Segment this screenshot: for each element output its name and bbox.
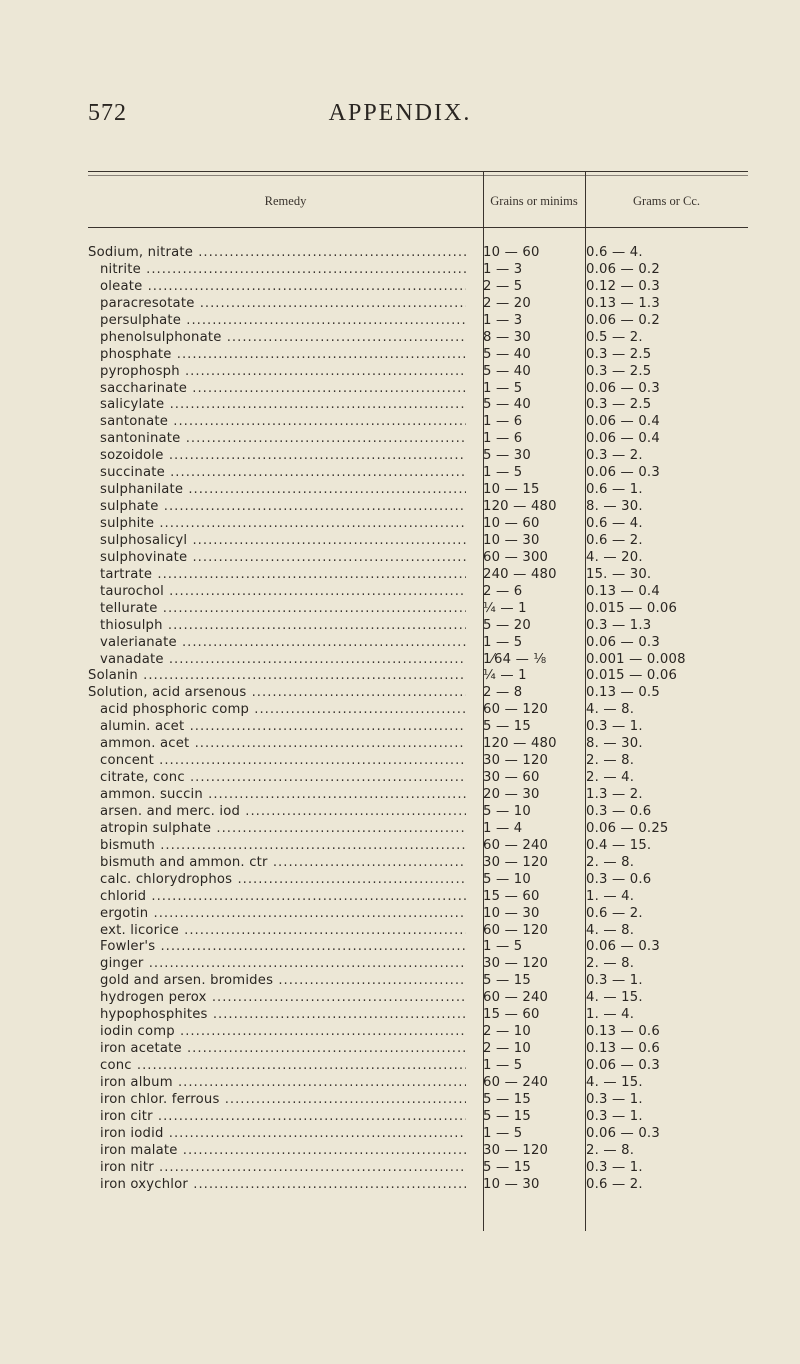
table-row bbox=[88, 618, 748, 635]
table-row bbox=[88, 567, 748, 584]
remedy-name: tartrate ..... bbox=[100, 567, 466, 584]
remedy-name: sulphate ..... bbox=[100, 499, 466, 516]
grains-dose: ¼ — 1 bbox=[483, 668, 527, 684]
table-row bbox=[88, 838, 748, 855]
grains-dose: 1 — 4 bbox=[483, 820, 523, 836]
grams-dose: 0.3 — 1. bbox=[586, 1159, 643, 1175]
remedy-name: pyrophosph ..... bbox=[100, 364, 466, 381]
remedy-name: sulphovinate ..... bbox=[100, 550, 466, 567]
grams-dose: 0.06 — 0.4 bbox=[586, 414, 660, 430]
table-row bbox=[88, 719, 748, 736]
page-number: 572 bbox=[88, 100, 127, 126]
table-row bbox=[88, 685, 748, 702]
table-row bbox=[88, 414, 748, 431]
grams-dose: 2. — 4. bbox=[586, 770, 635, 786]
grains-dose: 5 — 10 bbox=[483, 871, 531, 887]
grains-dose: 1 — 3 bbox=[483, 312, 523, 328]
table-row bbox=[88, 1109, 748, 1126]
table-row bbox=[88, 652, 748, 669]
grams-dose: 0.001 — 0.008 bbox=[586, 651, 686, 667]
remedy-name: nitrite ..... bbox=[100, 262, 466, 279]
grams-dose: 0.3 — 0.6 bbox=[586, 871, 652, 887]
header-bottom-rule bbox=[88, 227, 748, 228]
table-row bbox=[88, 279, 748, 296]
grains-dose: 2 — 10 bbox=[483, 1041, 531, 1057]
remedy-name: calc. chlorydrophos ..... bbox=[100, 872, 466, 889]
remedy-name: bismuth and ammon. ctr ..... bbox=[100, 855, 466, 872]
grains-dose: 5 — 40 bbox=[483, 346, 531, 362]
grains-dose: 2 — 10 bbox=[483, 1024, 531, 1040]
grams-dose: 0.13 — 0.6 bbox=[586, 1041, 660, 1057]
grains-dose: 1 — 5 bbox=[483, 1058, 523, 1073]
grams-dose: 0.3 — 2.5 bbox=[586, 346, 652, 362]
remedy-name: salicylate ..... bbox=[100, 397, 466, 414]
grains-dose: 1 — 3 bbox=[483, 261, 523, 277]
remedy-name: ginger ..... bbox=[100, 956, 466, 973]
grains-dose: 20 — 30 bbox=[483, 787, 540, 802]
remedy-name: sulphanilate ..... bbox=[100, 482, 466, 499]
remedy-name: vanadate ..... bbox=[100, 652, 466, 669]
table-row bbox=[88, 516, 748, 533]
remedy-name: phenolsulphonate ..... bbox=[100, 330, 466, 347]
table-row bbox=[88, 939, 748, 956]
remedy-name: iron nitr ..... bbox=[100, 1160, 466, 1177]
grams-dose: 0.3 — 1. bbox=[586, 1108, 643, 1124]
table-row bbox=[88, 1058, 748, 1075]
remedy-name: chlorid ..... bbox=[100, 889, 466, 906]
grains-dose: 1 — 6 bbox=[483, 414, 523, 430]
grams-dose: 0.6 — 1. bbox=[586, 482, 643, 498]
table-row bbox=[88, 753, 748, 770]
table-row bbox=[88, 1143, 748, 1160]
grains-dose: 60 — 300 bbox=[483, 549, 549, 565]
grams-dose: 2. — 8. bbox=[586, 956, 635, 972]
table-row bbox=[88, 431, 748, 448]
remedy-name: thiosulph ..... bbox=[100, 618, 466, 635]
table-row bbox=[88, 499, 748, 516]
grams-dose: 0.015 — 0.06 bbox=[586, 668, 678, 684]
remedy-name: persulphate ..... bbox=[100, 313, 466, 330]
grams-dose: 0.3 — 0.6 bbox=[586, 803, 652, 819]
table-row bbox=[88, 821, 748, 838]
grams-dose: 4. — 15. bbox=[586, 1074, 643, 1090]
grains-dose: 240 — 480 bbox=[483, 566, 557, 582]
grains-dose: 5 — 40 bbox=[483, 363, 531, 379]
grains-dose: 30 — 120 bbox=[483, 956, 549, 972]
grams-dose: 0.06 — 0.4 bbox=[586, 431, 660, 447]
remedy-name: citrate, conc ..... bbox=[100, 770, 466, 787]
grains-dose: 60 — 240 bbox=[483, 837, 549, 853]
grams-dose: 4. — 15. bbox=[586, 990, 643, 1006]
grams-dose: 0.3 — 2. bbox=[586, 448, 643, 464]
grams-dose: 1. — 4. bbox=[586, 888, 635, 904]
grains-dose: 5 — 20 bbox=[483, 617, 531, 633]
remedy-name: sozoidole ..... bbox=[100, 448, 466, 465]
grains-dose: 2 — 8 bbox=[483, 685, 523, 701]
grains-dose: 1 — 5 bbox=[483, 634, 523, 650]
grains-dose: 5 — 30 bbox=[483, 448, 531, 464]
header-grams: Grams or Cc. bbox=[633, 194, 700, 208]
grains-dose: 5 — 15 bbox=[483, 719, 531, 735]
grams-dose: 0.13 — 0.6 bbox=[586, 1024, 660, 1040]
remedy-name: sulphosalicyl ..... bbox=[100, 533, 466, 550]
remedy-name: iodin comp ..... bbox=[100, 1024, 466, 1041]
table-row bbox=[88, 296, 748, 313]
remedy-name: santoninate ..... bbox=[100, 431, 466, 448]
table-row bbox=[88, 990, 748, 1007]
grains-dose: 30 — 120 bbox=[483, 753, 549, 769]
grams-dose: 0.015 — 0.06 bbox=[586, 600, 678, 616]
grains-dose: 60 — 240 bbox=[483, 1074, 549, 1090]
grains-dose: 1 — 5 bbox=[483, 939, 523, 955]
grams-dose: 0.4 — 15. bbox=[586, 837, 652, 853]
remedy-name: succinate ..... bbox=[100, 465, 466, 482]
grains-dose: 1 — 5 bbox=[483, 465, 523, 481]
table-row bbox=[88, 923, 748, 940]
grains-dose: 10 — 60 bbox=[483, 516, 540, 531]
table-row bbox=[88, 330, 748, 347]
remedy-name: phosphate ..... bbox=[100, 347, 466, 364]
grams-dose: 15. — 30. bbox=[586, 566, 652, 582]
remedy-name: ammon. acet ..... bbox=[100, 736, 466, 753]
grains-dose: 1 — 5 bbox=[483, 380, 523, 396]
table-row bbox=[88, 262, 748, 279]
grams-dose: 2. — 8. bbox=[586, 753, 635, 769]
table-row bbox=[88, 1075, 748, 1092]
grams-dose: 0.6 — 2. bbox=[586, 1176, 643, 1192]
grams-dose: 0.06 — 0.2 bbox=[586, 261, 660, 277]
grains-dose: 10 — 60 bbox=[483, 245, 540, 260]
table-row bbox=[88, 465, 748, 482]
table-row bbox=[88, 584, 748, 601]
grams-dose: 0.06 — 0.3 bbox=[586, 465, 660, 481]
grams-dose: 4. — 20. bbox=[586, 549, 643, 565]
grains-dose: 30 — 60 bbox=[483, 770, 540, 786]
grams-dose: 0.06 — 0.3 bbox=[586, 380, 660, 396]
table-row bbox=[88, 635, 748, 652]
remedy-name: iron malate ..... bbox=[100, 1143, 466, 1160]
remedy-name: gold and arsen. bromides ..... bbox=[100, 973, 466, 990]
grams-dose: 0.3 — 1. bbox=[586, 973, 643, 989]
grains-dose: 5 — 15 bbox=[483, 1108, 531, 1124]
grains-dose: 2 — 20 bbox=[483, 295, 531, 311]
grains-dose: 8 — 30 bbox=[483, 329, 531, 345]
table-row bbox=[88, 770, 748, 787]
grains-dose: ¼ — 1 bbox=[483, 600, 527, 616]
remedy-name: alumin. acet ..... bbox=[100, 719, 466, 736]
remedy-name: valerianate ..... bbox=[100, 635, 466, 652]
remedy-name: acid phosphoric comp ..... bbox=[100, 702, 466, 719]
grains-dose: 10 — 30 bbox=[483, 905, 540, 921]
grams-dose: 1.3 — 2. bbox=[586, 787, 643, 802]
grains-dose: 60 — 120 bbox=[483, 922, 549, 938]
grams-dose: 2. — 8. bbox=[586, 854, 635, 870]
remedy-name: atropin sulphate ..... bbox=[100, 821, 466, 838]
remedy-name: Solution, acid arsenous ..... bbox=[88, 685, 466, 702]
grams-dose: 0.13 — 0.5 bbox=[586, 685, 660, 701]
table-row bbox=[88, 804, 748, 821]
remedy-name: ergotin ..... bbox=[100, 906, 466, 923]
grains-dose: 120 — 480 bbox=[483, 736, 557, 752]
grains-dose: 10 — 15 bbox=[483, 482, 540, 498]
table-row bbox=[88, 533, 748, 550]
grams-dose: 0.13 — 0.4 bbox=[586, 583, 660, 599]
grams-dose: 0.06 — 0.2 bbox=[586, 312, 660, 328]
grains-dose: 10 — 30 bbox=[483, 1176, 540, 1192]
grains-dose: 60 — 120 bbox=[483, 702, 549, 718]
table-row bbox=[88, 956, 748, 973]
table-row bbox=[88, 889, 748, 906]
table-row bbox=[88, 381, 748, 398]
remedy-name: hypophosphites ..... bbox=[100, 1007, 466, 1024]
grams-dose: 0.6 — 4. bbox=[586, 245, 643, 260]
table-row bbox=[88, 1092, 748, 1109]
remedy-name: santonate ..... bbox=[100, 414, 466, 431]
table-row bbox=[88, 245, 748, 262]
grains-dose: 1 — 6 bbox=[483, 431, 523, 447]
grams-dose: 0.13 — 1.3 bbox=[586, 295, 660, 311]
grams-dose: 0.6 — 4. bbox=[586, 516, 643, 531]
grains-dose: 5 — 15 bbox=[483, 1091, 531, 1107]
grams-dose: 0.06 — 0.3 bbox=[586, 939, 660, 955]
remedy-name: iron oxychlor ..... bbox=[100, 1177, 466, 1194]
table-top-rule bbox=[88, 171, 748, 172]
remedy-name: concent ..... bbox=[100, 753, 466, 770]
grains-dose: 15 — 60 bbox=[483, 1007, 540, 1023]
grams-dose: 4. — 8. bbox=[586, 702, 635, 718]
grains-dose: 15 — 60 bbox=[483, 888, 540, 904]
remedy-name: bismuth ..... bbox=[100, 838, 466, 855]
grains-dose: 120 — 480 bbox=[483, 499, 557, 515]
table-row bbox=[88, 482, 748, 499]
table-row bbox=[88, 364, 748, 381]
remedy-name: saccharinate ..... bbox=[100, 381, 466, 398]
table-row bbox=[88, 313, 748, 330]
table-row bbox=[88, 448, 748, 465]
remedy-name: taurochol ..... bbox=[100, 584, 466, 601]
table-row bbox=[88, 973, 748, 990]
grams-dose: 0.6 — 2. bbox=[586, 532, 643, 548]
table-top-rule-thin bbox=[88, 175, 748, 176]
grains-dose: 5 — 15 bbox=[483, 1159, 531, 1175]
grains-dose: 5 — 40 bbox=[483, 397, 531, 413]
remedy-name: iron album ..... bbox=[100, 1075, 466, 1092]
table-row bbox=[88, 1041, 748, 1058]
grams-dose: 0.06 — 0.3 bbox=[586, 1125, 660, 1141]
running-head: APPENDIX. bbox=[328, 100, 472, 126]
header-remedy: Remedy bbox=[264, 194, 307, 208]
table-row bbox=[88, 872, 748, 889]
remedy-name: Fowler's ..... bbox=[100, 939, 466, 956]
grams-dose: 8. — 30. bbox=[586, 499, 643, 515]
grams-dose: 2. — 8. bbox=[586, 1142, 635, 1158]
remedy-name: iron acetate ..... bbox=[100, 1041, 466, 1058]
remedy-name: arsen. and merc. iod ..... bbox=[100, 804, 466, 821]
remedy-name: sulphite ..... bbox=[100, 516, 466, 533]
table-row bbox=[88, 736, 748, 753]
header-grains: Grains or minims bbox=[490, 194, 578, 208]
table-row bbox=[88, 668, 748, 685]
table-row bbox=[88, 1160, 748, 1177]
grams-dose: 0.06 — 0.3 bbox=[586, 1058, 660, 1073]
grams-dose: 1. — 4. bbox=[586, 1007, 635, 1023]
table-row bbox=[88, 1177, 748, 1194]
grams-dose: 0.5 — 2. bbox=[586, 329, 643, 345]
remedy-name: iron citr ..... bbox=[100, 1109, 466, 1126]
grains-dose: 5 — 10 bbox=[483, 803, 531, 819]
table-row bbox=[88, 702, 748, 719]
grams-dose: 8. — 30. bbox=[586, 736, 643, 752]
grains-dose: 2 — 5 bbox=[483, 278, 523, 294]
remedy-name: Solanin ..... bbox=[88, 668, 466, 685]
table-row bbox=[88, 1126, 748, 1143]
grains-dose: 5 — 15 bbox=[483, 973, 531, 989]
grams-dose: 0.3 — 1. bbox=[586, 1091, 643, 1107]
grains-dose: 1⁄64 — ⅛ bbox=[483, 651, 547, 667]
table-row bbox=[88, 906, 748, 923]
grams-dose: 0.3 — 2.5 bbox=[586, 363, 652, 379]
table-body bbox=[88, 245, 748, 1194]
grams-dose: 0.06 — 0.25 bbox=[586, 820, 669, 836]
remedy-name: iron iodid ..... bbox=[100, 1126, 466, 1143]
remedy-name: Sodium, nitrate ..... bbox=[88, 245, 466, 262]
grams-dose: 0.6 — 2. bbox=[586, 905, 643, 921]
grams-dose: 0.12 — 0.3 bbox=[586, 278, 660, 294]
remedy-name: tellurate ..... bbox=[100, 601, 466, 618]
grains-dose: 60 — 240 bbox=[483, 990, 549, 1006]
remedy-name: conc ..... bbox=[100, 1058, 466, 1075]
table-row bbox=[88, 601, 748, 618]
remedy-name: iron chlor. ferrous ..... bbox=[100, 1092, 466, 1109]
table-row bbox=[88, 550, 748, 567]
remedy-name: hydrogen perox ..... bbox=[100, 990, 466, 1007]
grams-dose: 0.3 — 2.5 bbox=[586, 397, 652, 413]
grams-dose: 0.06 — 0.3 bbox=[586, 634, 660, 650]
grains-dose: 30 — 120 bbox=[483, 1142, 549, 1158]
remedy-name: ext. licorice ..... bbox=[100, 923, 466, 940]
grams-dose: 0.3 — 1. bbox=[586, 719, 643, 735]
remedy-name: oleate ..... bbox=[100, 279, 466, 296]
remedy-name: paracresotate ..... bbox=[100, 296, 466, 313]
table-row bbox=[88, 347, 748, 364]
remedy-name: ammon. succin ..... bbox=[100, 787, 466, 804]
grams-dose: 0.3 — 1.3 bbox=[586, 617, 652, 633]
table-row bbox=[88, 855, 748, 872]
grains-dose: 10 — 30 bbox=[483, 532, 540, 548]
grains-dose: 2 — 6 bbox=[483, 583, 523, 599]
table-row bbox=[88, 787, 748, 804]
grains-dose: 30 — 120 bbox=[483, 854, 549, 870]
table-row bbox=[88, 1024, 748, 1041]
grams-dose: 4. — 8. bbox=[586, 922, 635, 938]
grains-dose: 1 — 5 bbox=[483, 1125, 523, 1141]
table-row bbox=[88, 1007, 748, 1024]
table-row bbox=[88, 397, 748, 414]
